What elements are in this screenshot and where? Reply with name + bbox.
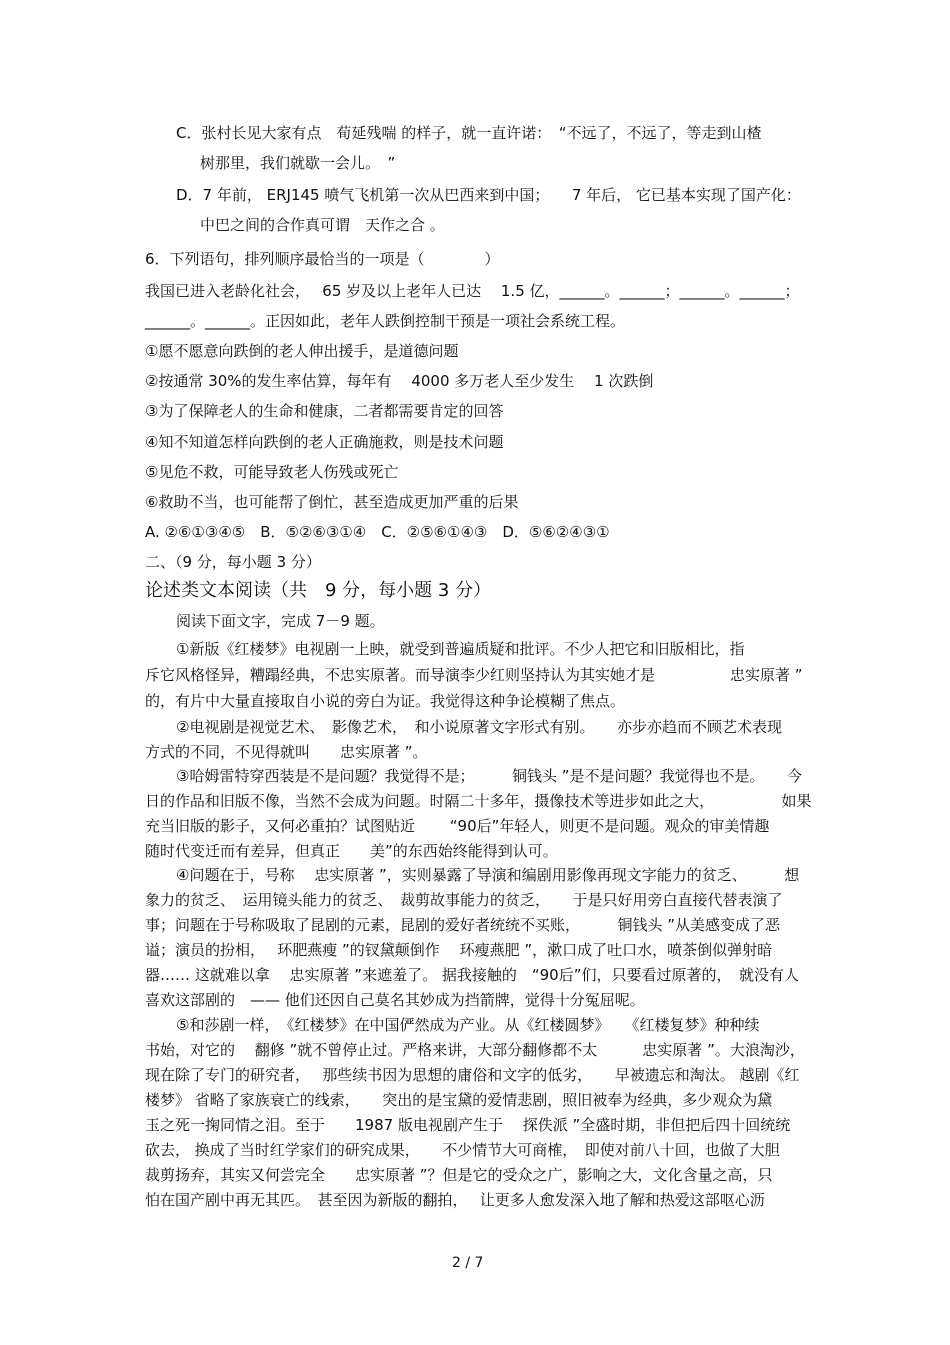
page-number: 2 / 7 <box>452 1255 484 1271</box>
option-d-line-2: 中巴之间的合作真可谓 天作之合 。 <box>200 216 445 234</box>
paragraph-line: 谥；演员的扮相， 环肥燕瘦 ”的钗黛颠倒作 环瘦燕肥 ”，漱口成了吐口水，喷茶倒似弹射暗 <box>145 941 773 959</box>
paragraph-line: ④问题在于，号称 忠实原著 ”，实则暴露了导演和编剧用影像再现文字能力的贫乏、 想 <box>176 866 800 884</box>
sentence-1: ①愿不愿意向跌倒的老人伸出援手，是道德问题 <box>145 342 459 360</box>
paragraph-line: ②电视剧是视觉艺术、 影像艺术， 和小说原著文字形式有别。 亦步亦趋而不顾艺术表现 <box>176 718 782 736</box>
question-6-options: A. ②⑥①③④⑤ B．⑤②⑥③①④ C．②⑤⑥①④③ D．⑤⑥②④③① <box>145 523 610 541</box>
paragraph-line: ③哈姆雷特穿西装是不是问题？我觉得不是； 铜钱头 ”是不是问题？我觉得也不是。 今 <box>176 767 802 785</box>
paragraph-line: ⑤和莎剧一样， 《红楼梦》在中国俨然成为产业。从《红楼圆梦》 《红楼复梦》种种续 <box>176 1016 760 1034</box>
paragraph-line: 随时代变迁而有差异，但真正 美”的东西始终能得到认可。 <box>145 842 558 860</box>
paragraph-line: 日的作品和旧版不像，当然不会成为问题。时隔二十多年，摄像技术等进步如此之大， 如果 <box>145 792 812 810</box>
paragraph-line: 器…… 这就难以拿 忠实原著 ”来遮羞了。 据我接触的 “90后”们，只要看过原著的， 就没有人 <box>145 966 799 984</box>
paragraph-line: 现在除了专门的研究者， 那些续书因为思想的庸俗和文字的低劣， 早被遗忘和淘汰。 越剧《红 <box>145 1066 800 1084</box>
paragraph-line: 楼梦》 省略了家族衰亡的线索， 突出的是宝黛的爱情悲剧，照旧被奉为经典，多少观众为黛 <box>145 1091 773 1109</box>
paragraph-line: 事；问题在于号称吸取了昆剧的元素，昆剧的爱好者统统不买账， 铜钱头 ”从美感变成了恶 <box>145 916 781 934</box>
paragraph-line: 斥它风格怪异，糟蹋经典，不忠实原著。而导演李少红则坚持认为其实她才是 忠实原著 ” <box>145 666 803 684</box>
paragraph-line: 的，有片中大量直接取自小说的旁白为证。我觉得这种争论模糊了焦点。 <box>145 692 626 710</box>
paragraph-line: 书始，对它的 翻修 ”就不曾停止过。严格来讲，大部分翻修都不太 忠实原著 ”。大浪淘沙， <box>145 1041 805 1059</box>
reading-instruction: 阅读下面文字，完成 7－9 题。 <box>176 612 385 630</box>
sentence-5: ⑤见危不救，可能导致老人伤残或死亡 <box>145 463 399 481</box>
paragraph-line: 砍去， 换成了当时红学家们的研究成果， 不少情节大可商榷， 即使对前八十回，也做了大胆 <box>145 1141 780 1159</box>
sentence-6: ⑥救助不当，也可能帮了倒忙，甚至造成更加严重的后果 <box>145 493 519 511</box>
paragraph-line: 怕在国产剧中再无其匹。 甚至因为新版的翻拍， 让更多人愈发深入地了解和热爱这部呕心沥 <box>145 1191 765 1209</box>
sentence-2: ②按通常 30%的发生率估算，每年有 4000 多万老人至少发生 1 次跌倒 <box>145 372 654 390</box>
sentence-3: ③为了保障老人的生命和健康，二者都需要肯定的回答 <box>145 402 504 420</box>
question-6-stem: 6．下列语句，排列顺序最恰当的一项是（ ） <box>145 250 500 268</box>
paragraph-line: 喜欢这部剧的 —— 他们还因自己莫名其妙成为挡箭牌，觉得十分冤屈呢。 <box>145 991 645 1009</box>
paragraph-line: 充当旧版的影子，又何必重拍？试图贴近 “90后”年轻人，则更不是问题。观众的审美情趣 <box>145 817 770 835</box>
option-c-line-2: 树那里，我们就歇一会儿。 ” <box>200 154 396 172</box>
option-c-line-1: C．张村长见大家有点 荀延残喘 的样子，就一直许诺： “不远了，不远了，等走到山楂 <box>176 124 762 142</box>
paragraph-line: ①新版《红楼梦》电视剧一上映，就受到普遍质疑和批评。不少人把它和旧版相比，指 <box>176 640 745 658</box>
option-d-line-1: D．7 年前， ERJ145 喷气飞机第一次从巴西来到中国； 7 年后， 它已基本实现了国产化： <box>176 186 801 204</box>
section-2-heading: 二、（9 分，每小题 3 分） <box>145 553 321 571</box>
paragraph-line: 象力的贫乏、 运用镜头能力的贫乏、 裁剪故事能力的贫乏， 于是只好用旁白直接代替表演了 <box>145 891 783 909</box>
question-6-passage-line-1: 我国已进入老龄化社会， 65 岁及以上老年人已达 1.5 亿，______。______；______。______； <box>145 282 800 300</box>
paragraph-line: 方式的不同，不见得就叫 忠实原著 ”。 <box>145 743 428 761</box>
paragraph-line: 玉之死一掬同情之泪。至于 1987 版电视剧产生于 探佚派 ”全盛时期，非但把后四十回统统 <box>145 1116 791 1134</box>
reading-section-title: 论述类文本阅读（共 9 分，每小题 3 分） <box>145 580 492 601</box>
question-6-passage-line-2: ______。______。正因如此，老年人跌倒控制干预是一项社会系统工程。 <box>145 312 626 330</box>
paragraph-line: 裁剪扬弃，其实又何尝完全 忠实原著 ”？但是它的受众之广，影响之大，文化含量之高，只 <box>145 1166 773 1184</box>
sentence-4: ④知不知道怎样向跌倒的老人正确施救，则是技术问题 <box>145 433 504 451</box>
